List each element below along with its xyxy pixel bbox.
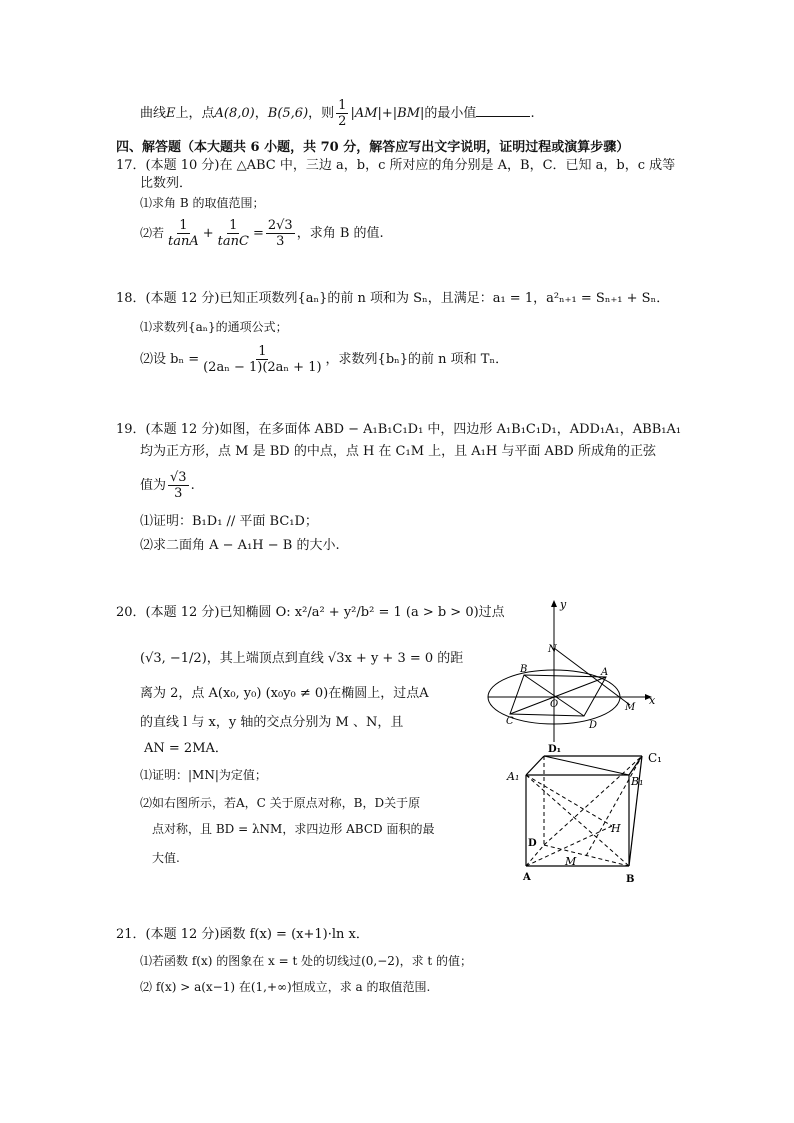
q17-frac3 [266, 218, 295, 249]
point-a: A(8,0) [214, 106, 255, 121]
label-d: D [589, 720, 598, 731]
q18-part2 [140, 344, 508, 375]
edge-d1b1 [544, 756, 629, 775]
q17-frac1 [166, 218, 201, 249]
top-sep: ， [254, 106, 268, 121]
q19-part2: ⑵求二面角 A − A₁H − B 的大小. [140, 538, 340, 553]
section-header: 四、解答题（本大题共 6 小题，共 70 分，解答应写出文字说明，证明过程或演算步骤） [116, 140, 630, 155]
q19-frac [168, 470, 189, 501]
q18-line1: 18．(本题 12 分)已知正项数列{aₙ}的前 n 项和为 Sₙ，且满足：a₁ = 1，a²ₙ₊₁ = Sₙ₊₁ + Sₙ． [116, 291, 670, 306]
label-a: A [523, 872, 531, 883]
curve-e: E [166, 106, 176, 121]
half-fraction [336, 98, 348, 129]
label-a: A [601, 667, 609, 678]
label-m: M [625, 702, 636, 713]
half-num: 1 [338, 98, 347, 113]
q21-line1: 21．(本题 12 分)函数 f(x) = (x+1)·ln x． [116, 927, 369, 942]
top-lead: 曲线 [140, 106, 167, 121]
label-b: B [520, 664, 528, 675]
answer-blank [476, 104, 530, 117]
q20-part2c: 大值. [152, 851, 180, 865]
q17-plus: + [202, 226, 214, 241]
q18-part1: ⑴求数列{aₙ}的通项公式； [140, 320, 288, 334]
label-b: B [626, 874, 635, 885]
cube-figure [505, 740, 675, 886]
q17-line2: 比数列． [140, 176, 193, 191]
point-b: B(5,6) [267, 106, 309, 121]
top-tail: 的最小值 [424, 106, 477, 121]
q17-line1: 17．(本题 10 分)在 △ABC 中，三边 a，b，c 所对应的角分别是 A，B，C．已知 a，b，c 成等 [116, 158, 676, 173]
top-line [140, 98, 535, 129]
q18-p2-post: ，求数列{bₙ}的前 n 项和 Tₙ． [325, 352, 509, 367]
q19-line2: 均为正方形，点 M 是 BD 的中点，点 H 在 C₁M 上，且 A₁H 与平面 ABD 所成角的正弦 [140, 444, 656, 459]
q19-l3-pre: 值为 [140, 478, 167, 493]
diag-a1b [526, 775, 629, 866]
q21-part1: ⑴若函数 f(x) 的图象在 x = t 处的切线过(0,−2)，求 t 的值； [140, 954, 473, 968]
q20-part1: ⑴证明：|MN|为定值； [140, 768, 267, 782]
top-end: . [530, 106, 535, 121]
q20-line4: 的直线 l 与 x，y 轴的交点分别为 M 、N，且 [140, 715, 404, 730]
top-mid: 上，点 [175, 106, 215, 121]
label-d1: D₁ [548, 744, 562, 755]
q18-frac [201, 344, 323, 375]
q17-f3-den: 3 [276, 234, 285, 249]
q19-line1: 19．(本题 12 分)如图，在多面体 ABD − A₁B₁C₁D₁ 中，四边形 A₁B₁C₁D₁，ADD₁A₁，ABB₁A₁ [116, 422, 682, 437]
q19-line3 [140, 470, 195, 501]
distance-expr: |AM|+|BM| [350, 106, 425, 121]
q20-part2a: ⑵如右图所示，若A，C 关于原点对称，B，D关于原 [140, 796, 421, 810]
q17-part2 [140, 218, 384, 249]
label-x: x [649, 694, 656, 707]
q20-line2: (√3, −1/2)，其上端顶点到直线 √3x + y + 3 = 0 的距 [140, 651, 464, 666]
label-a1: A₁ [507, 770, 520, 783]
label-m: M [565, 855, 577, 868]
q19-l3-post: . [190, 478, 195, 493]
label-y: y [560, 598, 567, 611]
q17-frac2 [216, 218, 251, 249]
q17-f1-den: tanA [168, 234, 199, 249]
q19-part1: ⑴证明：B₁D₁ // 平面 BC₁D； [140, 514, 318, 529]
label-o: O [550, 699, 559, 710]
top-then: ，则 [308, 106, 335, 121]
label-c1: C₁ [648, 751, 662, 765]
y-axis-arrow [551, 600, 557, 607]
q18-f-num: 1 [258, 344, 267, 359]
label-n: N [548, 644, 557, 655]
q19-f-num: √3 [170, 470, 187, 485]
q20-line5: AN = 2MA． [144, 741, 228, 756]
q17-f2-den: tanC [217, 234, 249, 249]
q20-line1: 20．(本题 12 分)已知椭圆 O: x²/a² + y²/b² = 1 (a > b > 0)过点 [116, 605, 505, 620]
seg-mc1 [586, 756, 642, 856]
q17-f3-num: 2√3 [267, 218, 293, 233]
label-c: C [506, 716, 514, 727]
q17-p2-post: ，求角 B 的值. [296, 226, 384, 241]
q17-p2-pre: ⑵若 [140, 226, 165, 240]
q18-f-den: (2aₙ − 1)(2aₙ + 1) [203, 360, 322, 375]
q19-f-den: 3 [174, 486, 183, 501]
edge-dc1 [544, 756, 642, 845]
edge-a1d1 [526, 756, 544, 775]
half-den: 2 [338, 114, 347, 129]
label-h: H [611, 822, 621, 835]
label-b1: B₁ [631, 775, 644, 788]
q17-eq: = [252, 226, 264, 241]
q21-part2: ⑵ f(x) > a(x−1) 在(1,+∞)恒成立，求 a 的取值范围. [140, 980, 431, 994]
label-d: D [528, 838, 537, 849]
q20-line3: 离为 2，点 A(x₀, y₀) (x₀y₀ ≠ 0)在椭圆上，过点A [140, 686, 429, 701]
ellipse-figure [486, 598, 658, 744]
q17-f2-num: 1 [229, 218, 238, 233]
q17-f1-num: 1 [179, 218, 188, 233]
q18-p2-pre: ⑵设 bₙ = [140, 352, 200, 367]
q20-part2b: 点对称，且 BD = λNM，求四边形 ABCD 面积的最 [152, 822, 435, 836]
q17-part1: ⑴求角 B 的取值范围； [140, 196, 265, 210]
seg-a1h [526, 775, 612, 826]
